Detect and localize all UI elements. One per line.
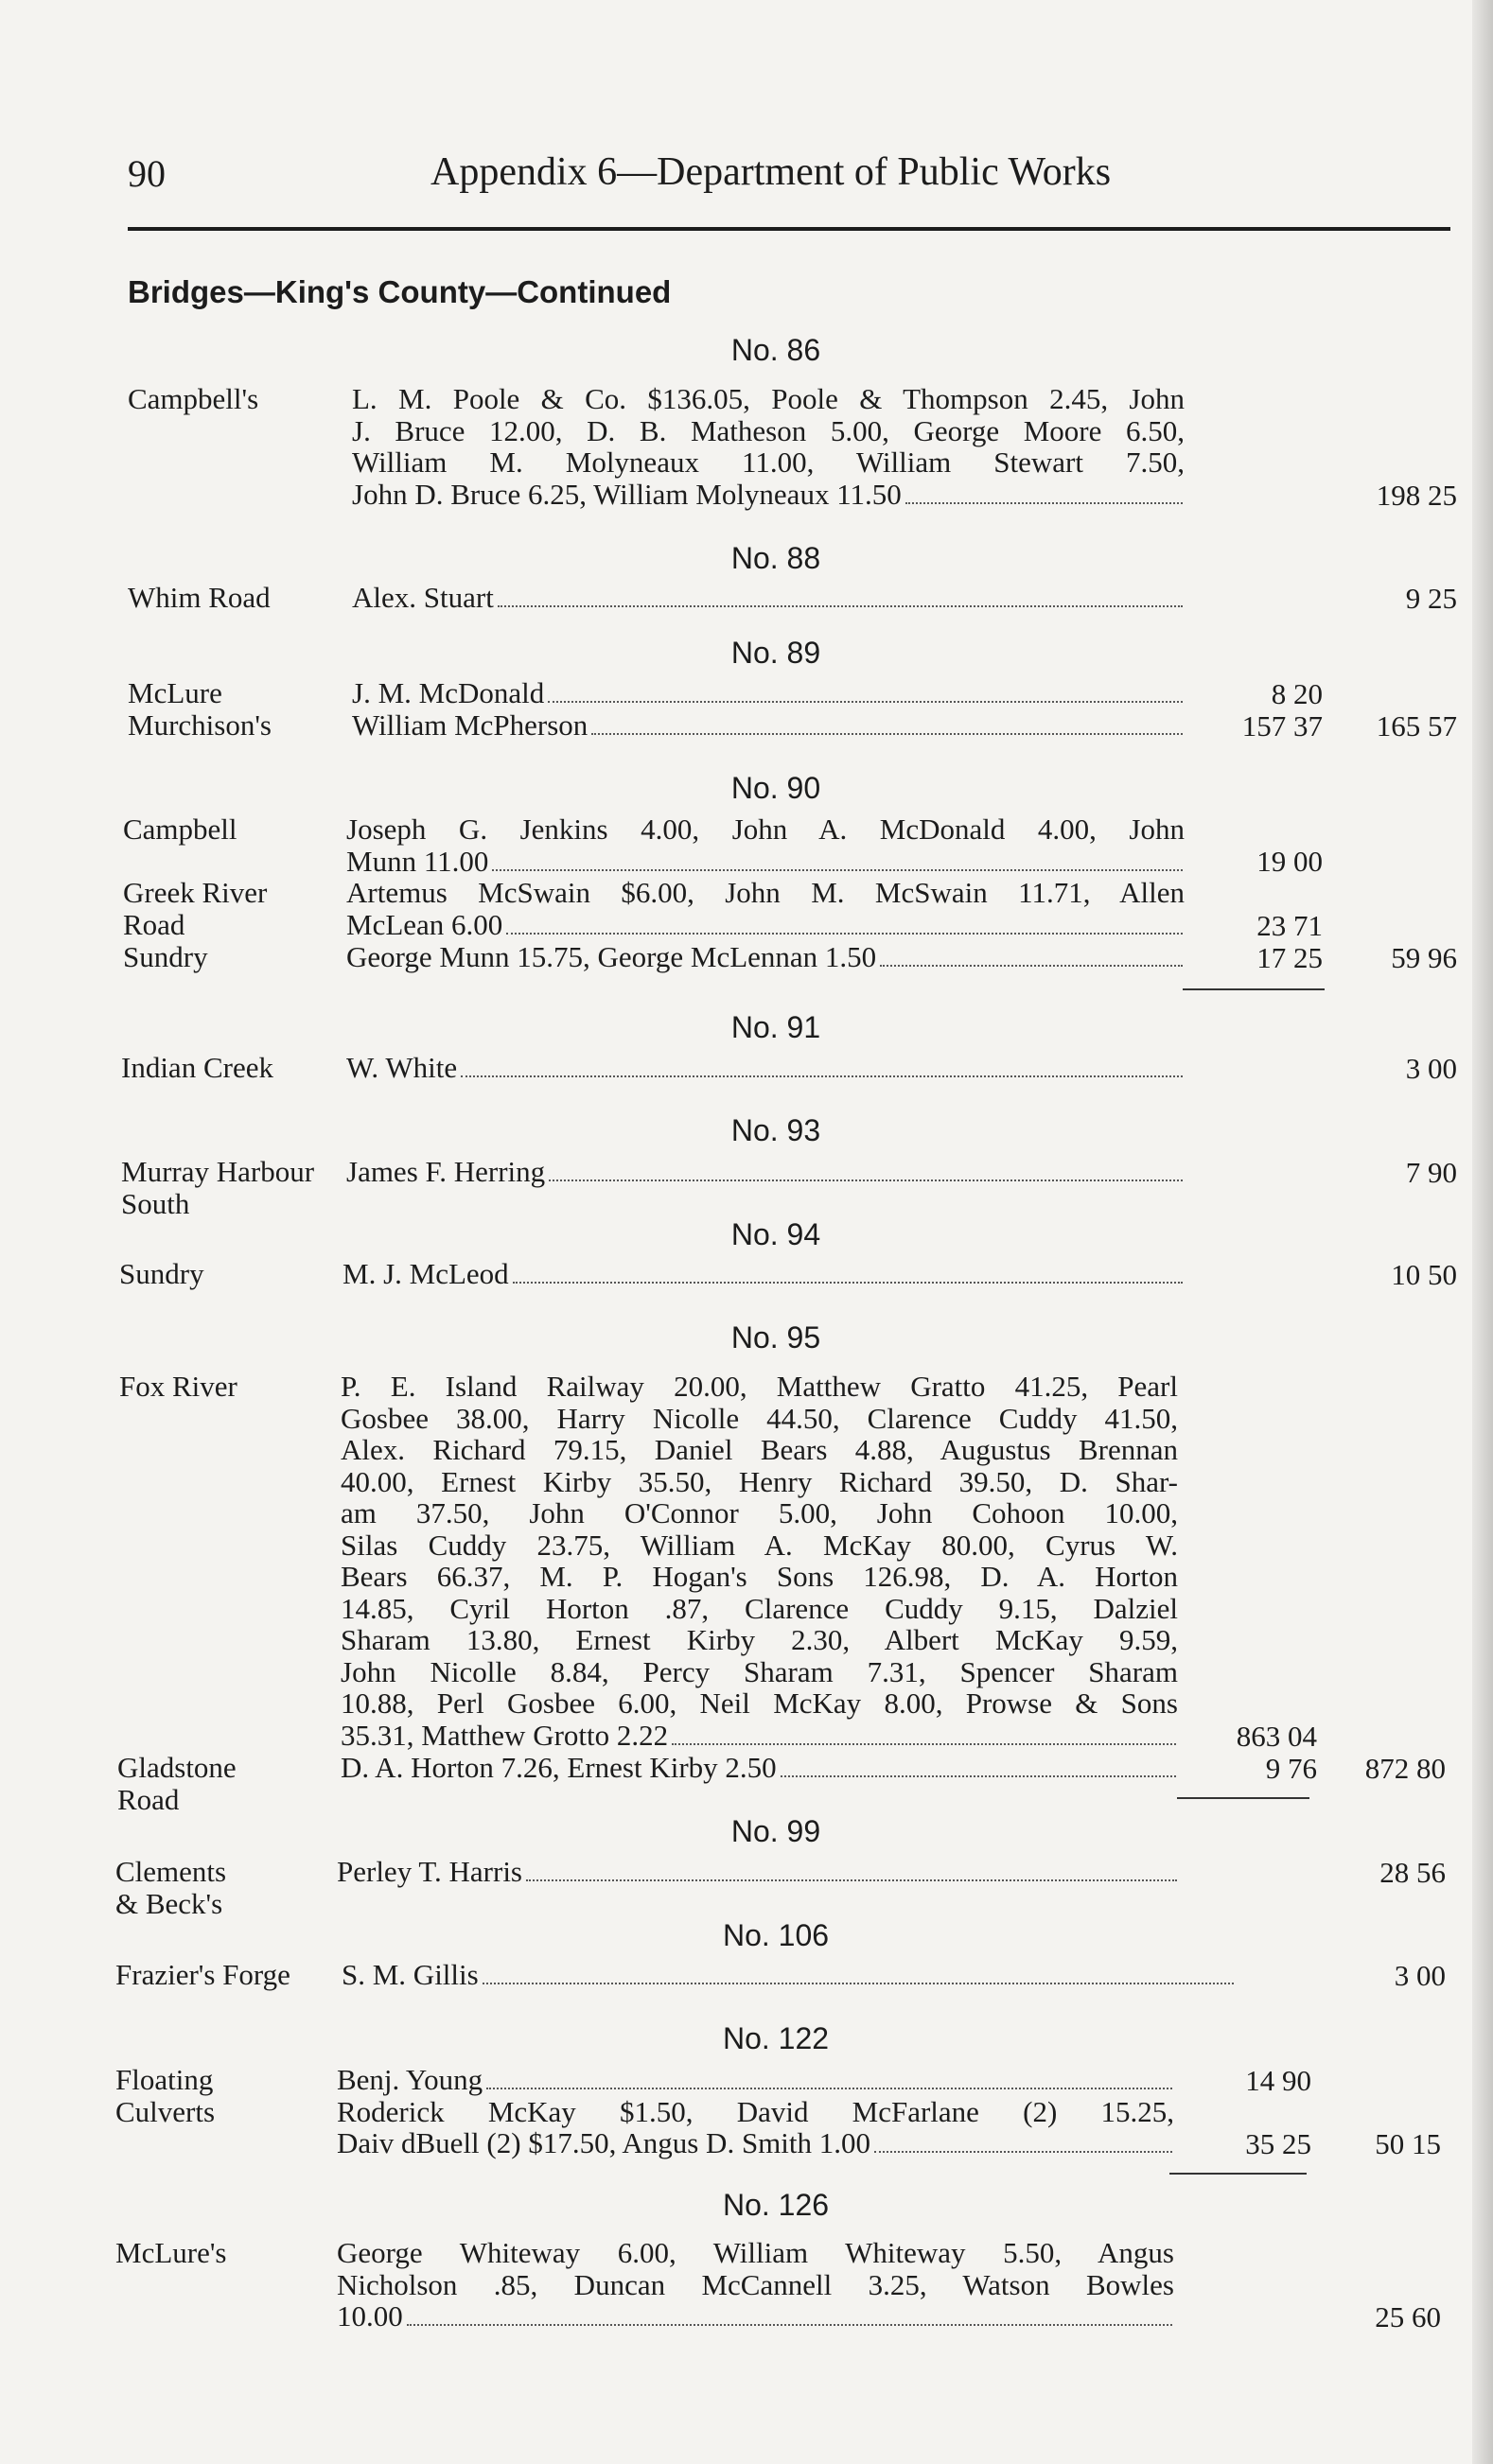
entry-amount: 863 04 <box>1236 1720 1317 1753</box>
entry-line: Joseph G. Jenkins 4.00, John A. McDonald 4.00, John <box>346 813 1185 846</box>
entry-line-text: Alex. Stuart <box>352 581 494 614</box>
section-number: No. 94 <box>730 1217 821 1251</box>
entry-line: Silas Cuddy 23.75, William A. McKay 80.00, Cyrus W. <box>341 1528 1178 1562</box>
entry-line <box>352 709 1185 742</box>
section-total: 28 56 <box>1379 1856 1446 1889</box>
entry-line <box>337 2127 1174 2159</box>
entry-line: Gosbee 38.00, Harry Nicolle 44.50, Clarence Cuddy 41.50, <box>341 1401 1178 1435</box>
location-label: South <box>121 1187 190 1220</box>
location-label: Floating <box>115 2063 214 2096</box>
leader-dots <box>905 502 1183 504</box>
leader-dots <box>513 1282 1183 1284</box>
entry-line: Alex. Richard 79.15, Daniel Bears 4.88, Augustus Brennan <box>341 1433 1178 1466</box>
entry-line-text: George Munn 15.75, George McLennan 1.50 <box>346 940 877 973</box>
page-title: Appendix 6—Department of Public Works <box>430 150 1112 194</box>
entry-text <box>352 677 1185 709</box>
entry-text <box>346 1156 1185 1188</box>
leader-dots <box>591 733 1183 735</box>
leader-dots <box>549 1180 1183 1181</box>
entry-text <box>341 1371 1178 1751</box>
section-total: 165 57 <box>1376 709 1457 743</box>
subheading: Bridges—King's County—Continued <box>128 274 672 309</box>
entry-line <box>352 677 1185 709</box>
location-label: Clements <box>115 1855 227 1888</box>
section-total: 872 80 <box>1364 1752 1446 1785</box>
entry-line: 10.88, Perl Gosbee 6.00, Neil McKay 8.00, Prowse & Sons <box>341 1686 1178 1720</box>
sum-rule <box>1177 1797 1309 1799</box>
entry-line-text: Perley T. Harris <box>337 1855 522 1888</box>
entry-line: Nicholson .85, Duncan McCannell 3.25, Watson Bowles <box>337 2267 1174 2301</box>
entry-text <box>352 582 1185 614</box>
leader-dots <box>498 605 1183 607</box>
section-total: 9 25 <box>1405 582 1457 615</box>
entry-line <box>342 1959 1236 1991</box>
section-number: No. 89 <box>730 636 821 670</box>
entry-amount: 17 25 <box>1256 941 1323 974</box>
entry-line <box>346 1052 1185 1084</box>
leader-dots <box>486 2088 1172 2089</box>
entry-line: L. M. Poole & Co. $136.05, Poole & Thompson 2.45, John <box>352 382 1185 415</box>
entry-line <box>337 2300 1174 2333</box>
entry-line: Sharam 13.80, Ernest Kirby 2.30, Albert McKay 9.59, <box>341 1623 1178 1656</box>
location-label: Road <box>117 1783 180 1816</box>
sum-rule <box>1183 988 1325 990</box>
entry-text <box>337 2064 1174 2159</box>
section-total: 50 15 <box>1375 2127 1441 2160</box>
entry-text <box>337 1856 1179 1888</box>
location-label: Frazier's Forge <box>115 1958 290 1991</box>
leader-dots <box>548 701 1183 703</box>
leader-dots <box>461 1075 1183 1077</box>
location-label: Sundry <box>123 940 208 973</box>
entry-line: William M. Molyneaux 11.00, William Stewart 7.50, <box>352 446 1185 479</box>
entry-amount: 8 20 <box>1271 677 1323 710</box>
entry-line: P. E. Island Railway 20.00, Matthew Gratto 41.25, Pearl <box>341 1370 1178 1403</box>
leader-dots <box>526 1879 1177 1881</box>
section-number: No. 126 <box>722 2188 830 2222</box>
entry-line-text: William McPherson <box>352 708 588 742</box>
section-total: 7 90 <box>1405 1156 1457 1189</box>
entry-line-text: W. White <box>346 1051 458 1084</box>
location-label: & Beck's <box>115 1887 223 1920</box>
entry-line: Bears 66.37, M. P. Hogan's Sons 126.98, D. A. Horton <box>341 1560 1178 1593</box>
section-number: No. 122 <box>722 2021 830 2055</box>
page-number: 90 <box>128 152 166 195</box>
leader-dots <box>492 869 1183 871</box>
entry-line: George Whiteway 6.00, William Whiteway 5.50, Angus <box>337 2236 1174 2269</box>
entry-line: Artemus McSwain $6.00, John M. McSwain 11.71, Allen <box>346 876 1185 909</box>
entry-text <box>346 941 1185 973</box>
section-total: 25 60 <box>1375 2300 1441 2333</box>
entry-amount: 23 71 <box>1256 909 1323 942</box>
section-number: No. 99 <box>730 1814 821 1848</box>
entry-line <box>346 941 1185 973</box>
entry-line <box>341 1720 1178 1752</box>
entry-amount: 14 90 <box>1245 2064 1311 2097</box>
section-number: No. 88 <box>730 541 821 575</box>
leader-dots <box>874 2151 1172 2153</box>
entry-text <box>352 709 1185 742</box>
location-label: Whim Road <box>128 581 271 614</box>
entry-line: J. Bruce 12.00, D. B. Matheson 5.00, George Moore 6.50, <box>352 413 1185 447</box>
location-label: McLure's <box>115 2236 227 2269</box>
leader-dots <box>506 933 1183 935</box>
entry-amount: 9 76 <box>1265 1752 1317 1785</box>
entry-line-text: M. J. McLeod <box>343 1257 509 1290</box>
entry-line-text: 35.31, Matthew Grotto 2.22 <box>341 1718 669 1752</box>
entry-line <box>346 909 1185 941</box>
entry-line <box>352 582 1185 614</box>
location-label: Indian Creek <box>121 1051 273 1084</box>
leader-dots <box>781 1775 1176 1777</box>
section-total: 3 00 <box>1394 1959 1446 1992</box>
entry-amount: 35 25 <box>1245 2127 1311 2160</box>
entry-text <box>352 383 1185 510</box>
location-label: Sundry <box>119 1257 204 1290</box>
location-label: Fox River <box>119 1370 237 1403</box>
location-label: Campbell <box>123 813 237 846</box>
entry-line: Roderick McKay $1.50, David McFarlane (2) 15.25, <box>337 2094 1174 2128</box>
leader-dots <box>407 2324 1172 2326</box>
location-label: Road <box>123 908 185 941</box>
section-number: No. 91 <box>730 1010 821 1044</box>
location-label: McLure <box>128 676 222 709</box>
entry-line-text: McLean 6.00 <box>346 907 503 941</box>
section-total: 3 00 <box>1405 1052 1457 1085</box>
entry-text <box>346 877 1185 940</box>
entry-line <box>343 1258 1185 1290</box>
entry-line <box>346 846 1185 878</box>
sum-rule <box>1169 2173 1307 2175</box>
leader-dots <box>672 1743 1176 1745</box>
location-label: Murray Harbour <box>121 1155 315 1188</box>
entry-line <box>337 2064 1174 2096</box>
page-edge <box>1472 0 1493 2464</box>
section-number: No. 90 <box>730 771 821 805</box>
location-label: Gladstone <box>117 1751 237 1784</box>
entry-line <box>346 1156 1185 1188</box>
entry-text <box>341 1752 1178 1784</box>
entry-text <box>342 1959 1236 1991</box>
section-number: No. 106 <box>722 1918 830 1952</box>
section-number: No. 95 <box>730 1320 821 1354</box>
entry-line: John Nicolle 8.84, Percy Sharam 7.31, Spencer Sharam <box>341 1654 1178 1688</box>
entry-amount: 19 00 <box>1256 845 1323 878</box>
entry-text <box>346 1052 1185 1084</box>
entry-line: 14.85, Cyril Horton .87, Clarence Cuddy 9.15, Dalziel <box>341 1591 1178 1625</box>
location-label: Culverts <box>115 2095 216 2128</box>
section-number: No. 93 <box>730 1113 821 1147</box>
entry-line: am 37.50, John O'Connor 5.00, John Cohoon 10.00, <box>341 1496 1178 1529</box>
entry-line-text: John D. Bruce 6.25, William Molyneaux 11.50 <box>352 477 902 511</box>
entry-text <box>346 813 1185 877</box>
leader-dots <box>483 1983 1234 1984</box>
section-total: 198 25 <box>1376 479 1457 512</box>
entry-line <box>352 479 1185 511</box>
entry-line <box>341 1752 1178 1784</box>
entry-text <box>337 2237 1174 2333</box>
entry-line-text: S. M. Gillis <box>342 1958 479 1991</box>
location-label: Campbell's <box>128 382 259 415</box>
entry-line-text: Munn 11.00 <box>346 844 489 878</box>
entry-amount: 157 37 <box>1241 709 1323 743</box>
entry-line-text: J. M. McDonald <box>352 676 545 709</box>
entry-line-text: 10.00 <box>337 2299 403 2333</box>
section-total: 10 50 <box>1391 1258 1457 1291</box>
leader-dots <box>880 965 1183 967</box>
header-rule <box>128 227 1450 231</box>
entry-line-text: D. A. Horton 7.26, Ernest Kirby 2.50 <box>341 1751 777 1784</box>
entry-line <box>337 1856 1179 1888</box>
section-number: No. 86 <box>730 333 821 367</box>
entry-line-text: James F. Herring <box>346 1155 546 1188</box>
entry-text <box>343 1258 1185 1290</box>
entry-line-text: Benj. Young <box>337 2063 483 2096</box>
entry-line: 40.00, Ernest Kirby 35.50, Henry Richard 39.50, D. Shar- <box>341 1464 1178 1498</box>
location-label: Greek River <box>123 876 268 909</box>
location-label: Murchison's <box>128 708 272 742</box>
entry-line-text: Daiv dBuell (2) $17.50, Angus D. Smith 1.00 <box>337 2126 871 2159</box>
section-total: 59 96 <box>1391 941 1457 974</box>
